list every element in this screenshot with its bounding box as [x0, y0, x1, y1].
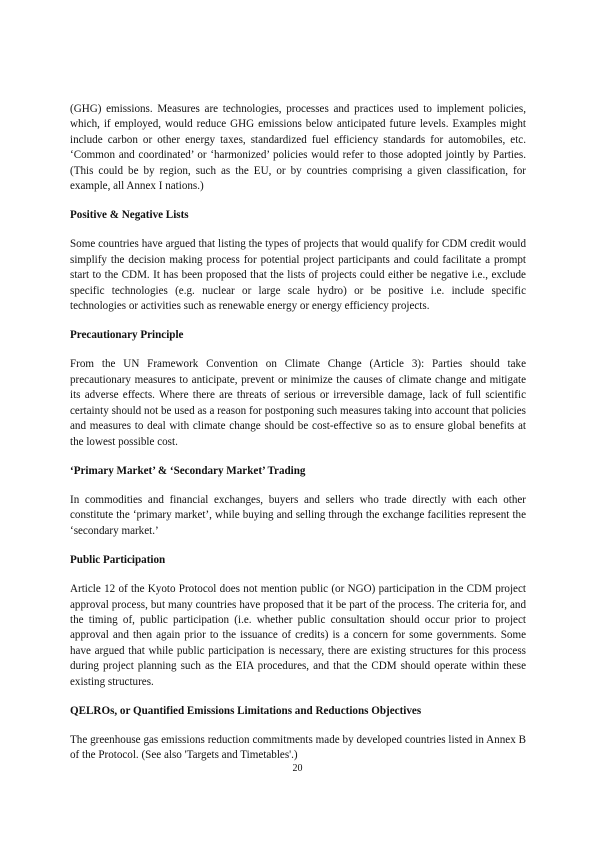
section-body-positive-negative-lists: Some countries have argued that listing the types of projects that would qualify for CDM credit would simplify the decision making process for potential project participants and could facilitate a prompt start to the CDM. It has been proposed that the lists of projects could either be negative i.e., exclude specific technologies (e.g. nuclear or large scale hydro) or be positive i.e. include specific technologies or activities such as renewable energy or energy efficiency projects. [70, 238, 526, 313]
intro-paragraph: (GHG) emissions. Measures are technologies, processes and practices used to implement policies, which, if employed, would reduce GHG emissions below anticipated future levels. Examples might include carbon or other energy taxes, standardized fuel efficiency standards for automobiles, etc. ‘Common and coordinated’ or ‘harmonized’ policies would refer to those adopted jointly by Parties. (This could be by region, such as the EU, or by countries comprising a given classification, for example, all Annex I nations.) [70, 103, 526, 193]
section-heading-positive-negative-lists: Positive & Negative Lists [70, 209, 189, 222]
section-body-public-participation: Article 12 of the Kyoto Protocol does not mention public (or NGO) participation in the CDM project approval process, but many countries have proposed that it be part of the process. The criteria for, and the timing of, public participation (i.e. whether public consultation should occur prior to project approval and then again prior to the issuance of credits) is a concern for some governments. Some have argued that while public participation is necessary, there are existing structures for this process during project planning such as the EIA procedures, and that the CDM should operate within these existing structures. [70, 583, 526, 688]
section-heading-precautionary-principle: Precautionary Principle [70, 329, 184, 342]
document-page [70, 102, 526, 764]
section-heading-qelros: QELROs, or Quantified Emissions Limitations and Reductions Objectives [70, 704, 422, 717]
page-number: 20 [292, 763, 303, 774]
section-body-market-trading: In commodities and financial exchanges, buyers and sellers who trade directly with each other constitute the ‘primary market’, while buying and selling through the exchange facilities represent the ‘secondary market.’ [70, 493, 526, 537]
section-body-precautionary-principle: From the UN Framework Convention on Climate Change (Article 3): Parties should take precautionary measures to anticipate, prevent or minimize the causes of climate change and mitigate its adverse effects. Where there are threats of serious or irreversible damage, lack of full scientific certainty should not be used as a reason for postponing such measures taking into account that policies and measures to deal with climate change should be cost-effective so as to ensure global benefits at the lowest possible cost. [70, 358, 526, 448]
section-heading-public-participation: Public Participation [70, 554, 166, 567]
section-heading-market-trading: ‘Primary Market’ & ‘Secondary Market’ Trading [70, 464, 306, 477]
section-body-qelros: The greenhouse gas emissions reduction commitments made by developed countries listed in Annex B of the Protocol. (See also 'Targets and Timetables'.) [70, 733, 526, 762]
